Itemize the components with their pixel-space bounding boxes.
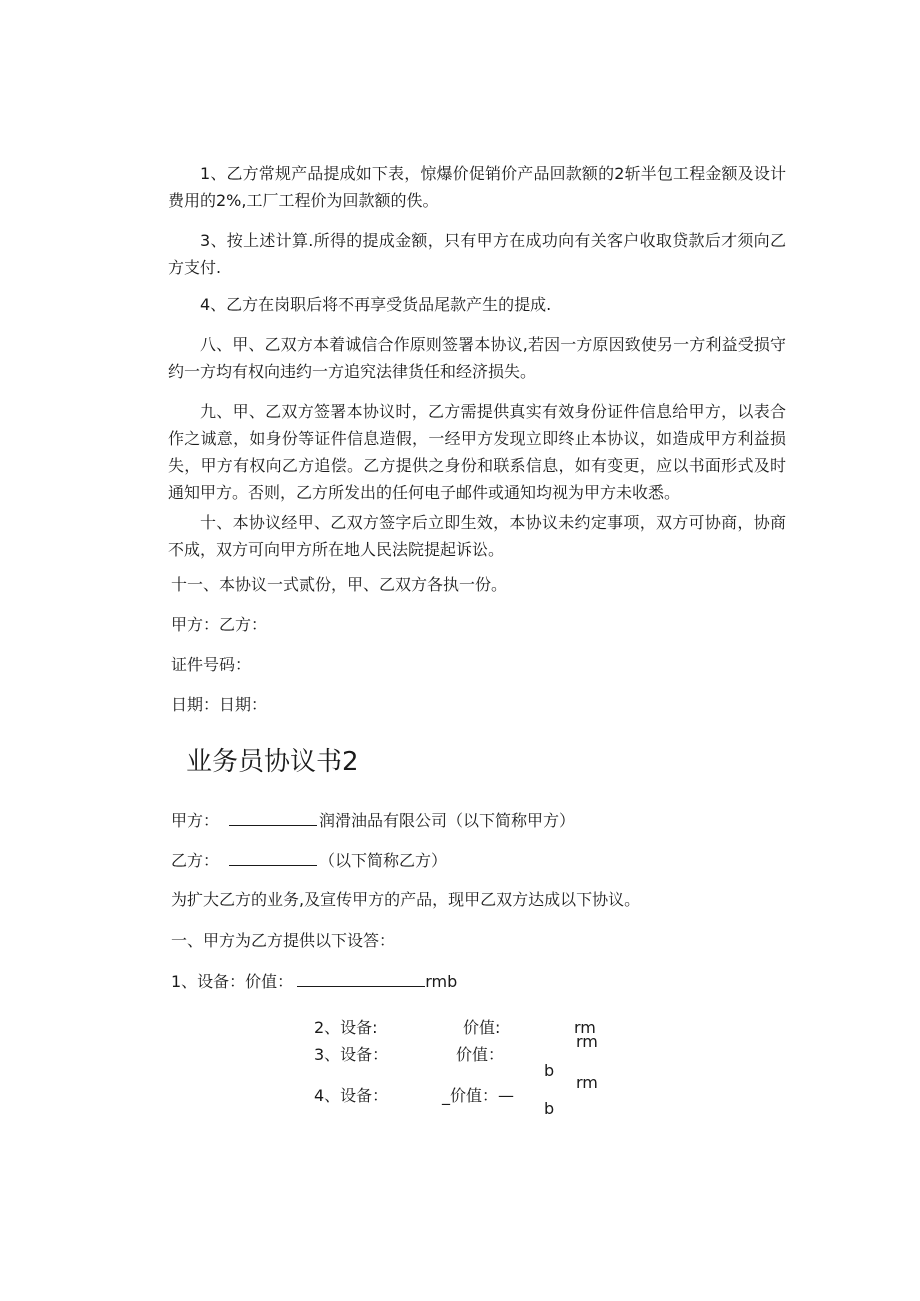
section-title: 业务员协议书2	[186, 747, 359, 777]
equipment-3-label: 3、设备：	[314, 1045, 389, 1064]
paragraph-clause-ten: 十、本协议经甲、乙双方签字后立即生效，本协议未约定事项，双方可协商，协商不成，双方可向甲方所在地人民法院提起诉讼。	[168, 513, 786, 559]
party-a-suffix: 润滑油品有限公司（以下简称甲方）	[319, 811, 576, 830]
equipment-4-value-label: _价值：—	[442, 1086, 515, 1105]
equipment-2-fragment-c: rm	[574, 1018, 596, 1037]
line-copies: 十一、本协议一式贰份，甲、乙双方各执一份。	[171, 575, 508, 594]
equipment-1-blank	[297, 970, 425, 987]
party-b-blank	[229, 849, 317, 866]
paragraph-after-resignation: 4、乙方在岗职后将不再享受货品尾款产生的提成.	[200, 295, 552, 314]
party-b-suffix: （以下简称乙方）	[319, 851, 448, 870]
equipment-4-unit-part-a: rm	[576, 1073, 598, 1092]
equipment-4-unit-part-b: b	[544, 1099, 555, 1118]
equipment-3-unit-part-a: rm	[576, 1032, 598, 1051]
equipment-2-fragment-a: 2、设备:	[314, 1018, 378, 1037]
line-parties-signature: 甲方：乙方：	[171, 615, 268, 634]
equipment-1-label: 1、设备：价值：	[171, 972, 294, 991]
line-intro: 为扩大乙方的业务,及宣传甲方的产品，现甲乙双方达成以下协议。	[171, 890, 641, 909]
equipment-3-value-label: 价值：	[456, 1045, 505, 1064]
equipment-1-unit: rmb	[425, 972, 458, 991]
party-a-blank	[229, 809, 317, 826]
paragraph-payment-condition: 3、按上述计算.所得的提成金额，只有甲方在成功向有关客户收取贷款后才须向乙方支付.	[168, 231, 786, 277]
party-b-label: 乙方：	[171, 851, 220, 870]
equipment-4-label: 4、设备：	[314, 1086, 389, 1105]
line-equipment-1	[171, 970, 457, 993]
paragraph-clause-eight: 八、甲、乙双方本着诚信合作原则签署本协议,若因一方原因致使另一方利益受损守约一方均有权向违约一方追究法律货任和经济损失。	[168, 335, 786, 381]
paragraph-clause-nine: 九、甲、乙双方签署本协议时，乙方需提供真实有效身份证件信息给甲方，以表合作之诚意，如身份等证件信息造假，一经甲方发现立即终止本协议，如造成甲方利益损失，甲方有权向乙方追偿。乙方提供之身份和联系信息，如有变更，应以书面形式及时通知甲方。否则，乙方所发出的任何电子邮件或通知均视为甲方未收悉。	[168, 402, 786, 502]
paragraph-commission-rates: 1、乙方常规产品提成如下表，惊爆价促销价产品回款额的2斩半包工程金额及设计费用的2%,工厂工程价为回款额的佚。	[168, 164, 786, 210]
line-dates: 日期：日期：	[171, 695, 268, 714]
line-id-number: 证件号码：	[171, 655, 252, 674]
line-party-a	[171, 809, 575, 832]
party-a-label: 甲方：	[171, 811, 220, 830]
line-clause-one: 一、甲方为乙方提供以下设答：	[171, 931, 396, 950]
line-party-b	[171, 849, 447, 872]
equipment-3-unit-part-b: b	[544, 1061, 555, 1080]
equipment-2-fragment-b: 价值:	[463, 1018, 501, 1037]
